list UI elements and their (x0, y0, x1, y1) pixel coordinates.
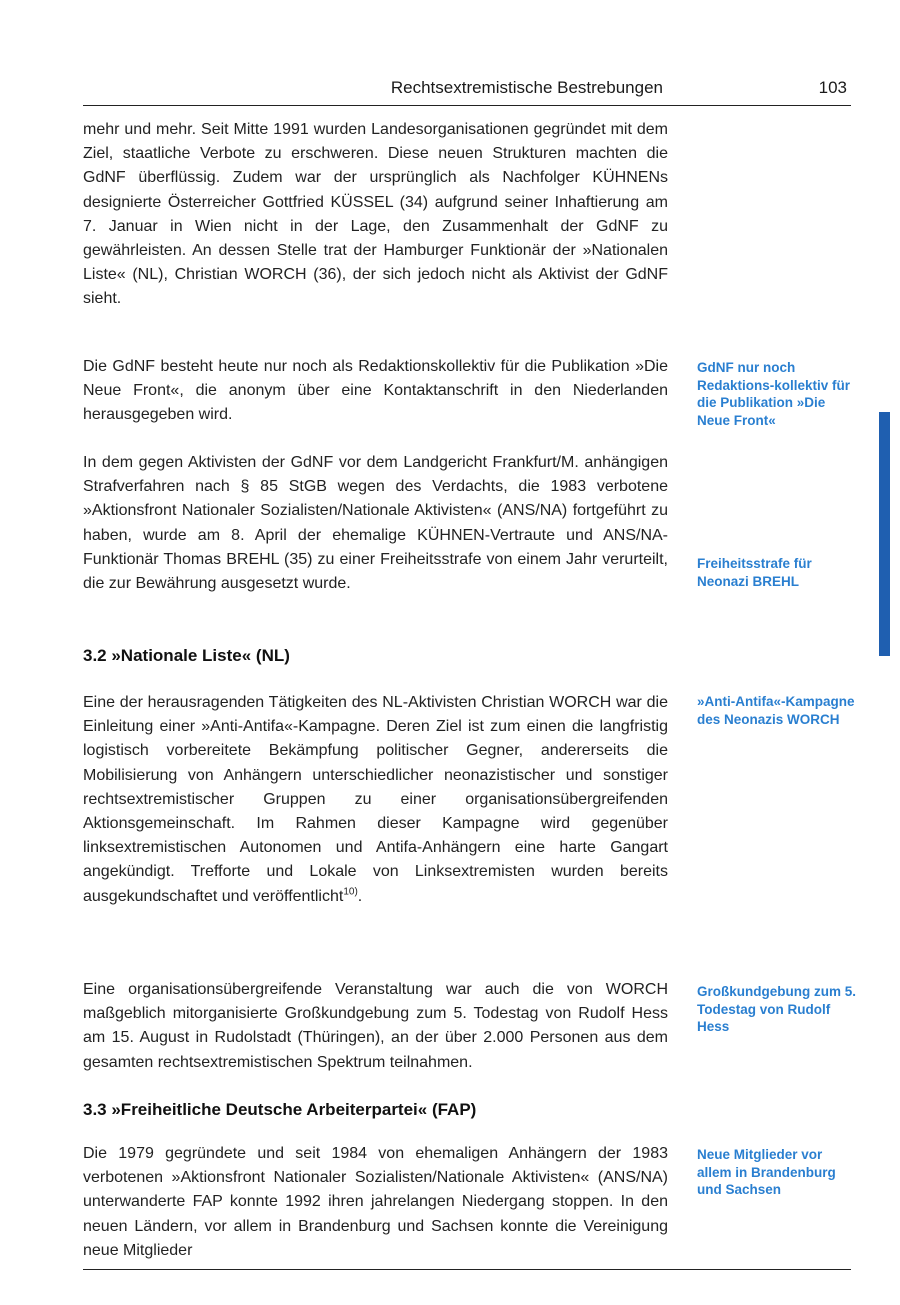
paragraph-6 (83, 1142, 668, 1263)
paragraph-text: Eine organisationsübergreifende Veranstaltung war auch die von WORCH maßgeblich mitorganisierte Großkundgebung zum 5. Todestag von Rudolf Hess am 15. August in Rudolstadt (Thüringen), an der über 2.000 Personen aus dem gesamten rechtsextremistischen Spektrum teilnahmen. (83, 981, 668, 1071)
margin-note-brehl: Freiheitsstrafe für Neonazi BREHL (697, 556, 812, 589)
margin-note-anti-antifa: »Anti-Antifa«-Kampagne des Neonazis WORCH (697, 694, 855, 727)
paragraph-2 (83, 355, 668, 428)
paragraph-text-with-footnote (83, 691, 668, 909)
margin-note-fap: Neue Mitglieder vor allem in Brandenburg und Sachsen (697, 1147, 836, 1197)
section-marker-bar (879, 412, 890, 656)
paragraph-end-period: . (357, 887, 363, 905)
footer-rule (83, 1269, 851, 1270)
running-title: Rechtsextremistische Bestrebungen (390, 78, 663, 97)
paragraph-3 (83, 451, 668, 596)
paragraph-5 (83, 978, 668, 1075)
section-heading-3-2 (83, 646, 668, 666)
paragraph-text: In dem gegen Aktivisten der GdNF vor dem Landgericht Frankfurt/M. anhängigen Strafverfahren nach § 85 StGB wegen des Verdachts, die 1983 verbotene »Aktionsfront Nationaler Sozialisten/Nationale Aktivisten« (ANS/NA) fortgeführt zu haben, wurde am 8. April der ehemalige KÜHNEN-Vertraute und ANS/NA-Funktionär Thomas BREHL (35) zu einer Freiheitsstrafe von einem Jahr verurteilt, die zur Bewährung ausgesetzt wurde. (83, 454, 668, 593)
margin-note-gdnf: GdNF nur noch Redaktions-kollektiv für die Publikation »Die Neue Front« (697, 360, 851, 428)
footnote-reference: 10) (343, 886, 358, 898)
paragraph-text: Eine der herausragenden Tätigkeiten des NL-Aktivisten Christian WORCH war die Einleitung einer »Anti-Antifa«-Kampagne. Deren Ziel ist zum einen die langfristig logistisch vorbereitete Bekämpfung politischer Gegner, andererseits die Mobilisierung von Anhängern unterschiedlicher neonazistischer und sonstiger rechtsextremistischer Gruppen zu einer organisationsübergreifenden Aktionsgemeinschaft. Im Rahmen dieser Kampagne wird gegenüber linksextremistischen Autonomen und Antifa-Anhängern eine harte Gangart angekündigt. Trefforte und Lokale von Linksextremisten wurden bereits ausgekundschaftet und veröffentlicht (83, 694, 668, 905)
paragraph-text: mehr und mehr. Seit Mitte 1991 wurden Landesorganisationen gegründet mit dem Ziel, staatliche Verbote zu erschweren. Diese neuen Strukturen machten die GdNF überflüssig. Zudem war der ursprünglich als Nachfolger KÜHNENs designierte Österreicher Gottfried KÜSSEL (34) aufgrund seiner Inhaftierung am 7. Januar in Wien nicht in der Lage, den Zusammenhalt der GdNF zu gewährleisten. An dessen Stelle trat der Hamburger Funktionär der »Nationalen Liste« (NL), Christian WORCH (36), der sich jedoch nicht als Aktivist der GdNF sieht. (83, 121, 668, 308)
section-heading-text: 3.2 »Nationale Liste« (NL) (83, 646, 290, 665)
paragraph-4 (83, 691, 668, 909)
section-heading-3-3 (83, 1100, 668, 1120)
paragraph-1 (83, 118, 668, 312)
paragraph-text: Die 1979 gegründete und seit 1984 von ehemaligen Anhängern der 1983 verbotenen »Aktionsfront Nationaler Sozialisten/Nationale Aktivisten« (ANS/NA) unterwanderte FAP konnte 1992 ihren jahrelangen Niedergang stoppen. In den neuen Ländern, vor allem in Brandenburg und Sachsen konnte die Vereinigung neue Mitglieder (83, 1145, 668, 1259)
section-heading-text: 3.3 »Freiheitliche Deutsche Arbeiterpartei« (FAP) (83, 1100, 477, 1119)
page-number: 103 (818, 78, 847, 97)
paragraph-text: Die GdNF besteht heute nur noch als Redaktionskollektiv für die Publikation »Die Neue Front«, die anonym über eine Kontaktanschrift in den Niederlanden herausgegeben wird. (83, 358, 668, 424)
page-header (83, 75, 851, 106)
margin-note-hess: Großkundgebung zum 5. Todestag von Rudolf Hess (697, 984, 856, 1034)
